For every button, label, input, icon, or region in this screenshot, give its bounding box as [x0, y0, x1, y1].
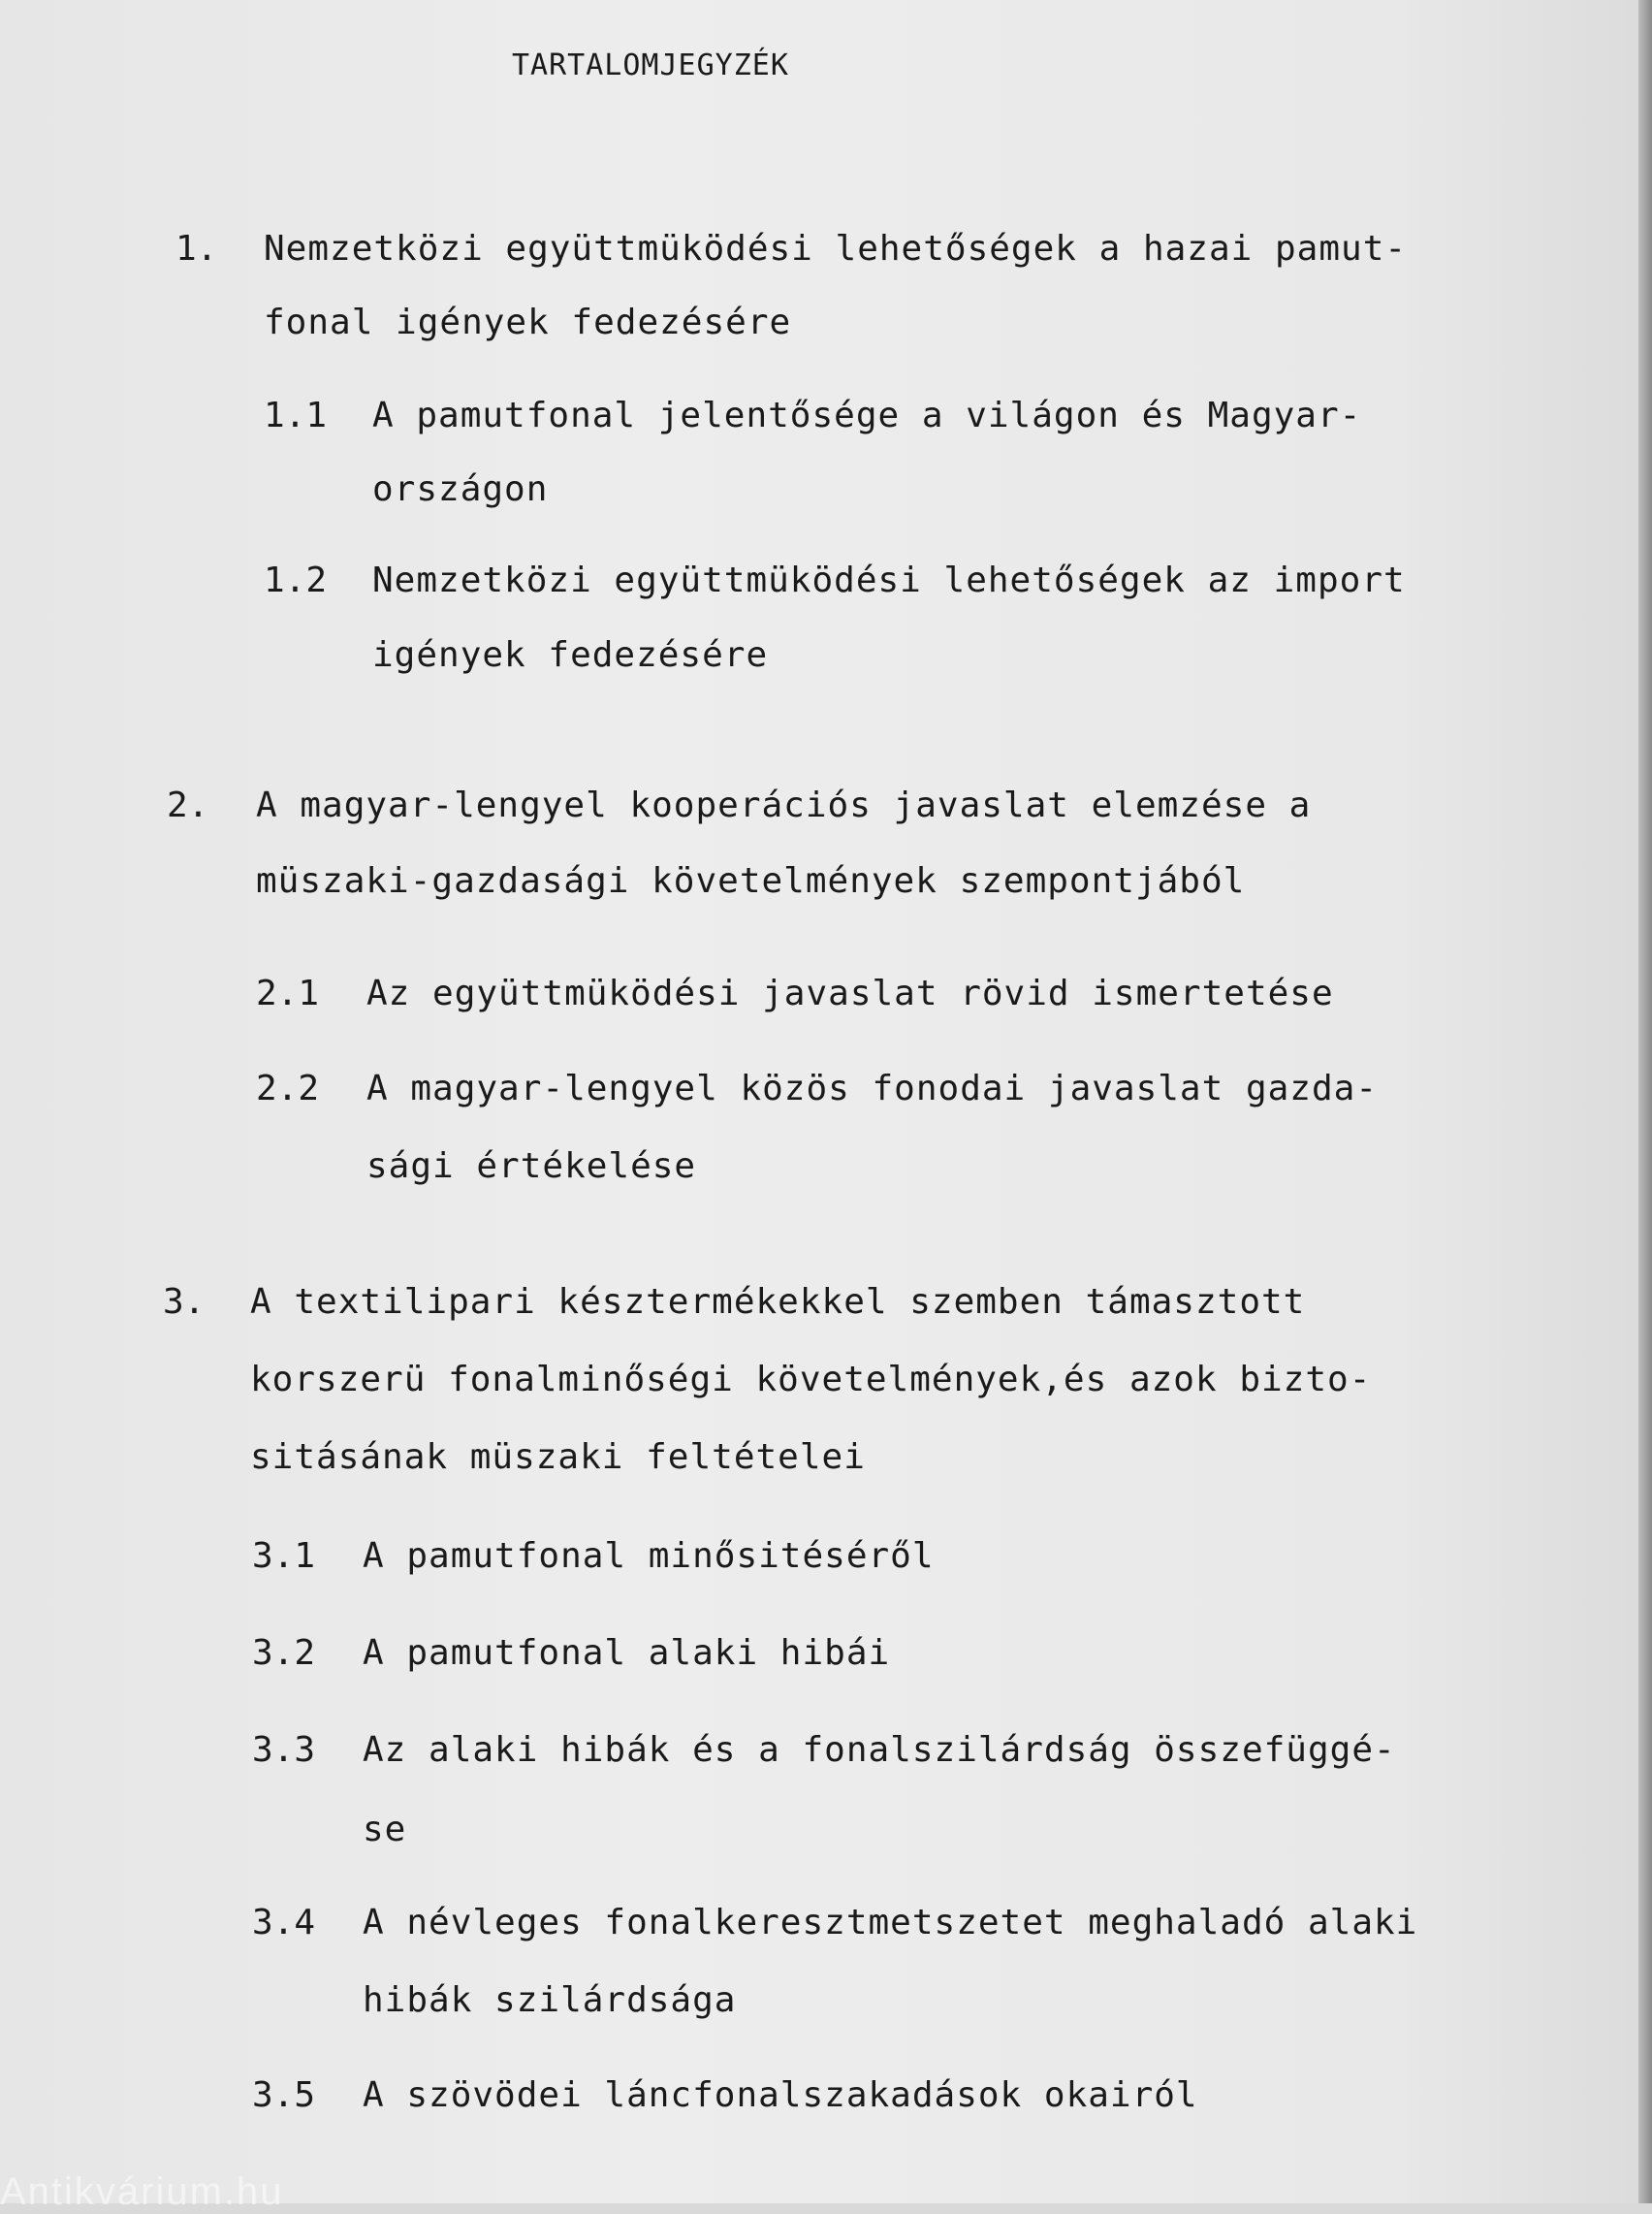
section-2-2-title-line-2: sági értékelése: [366, 1146, 697, 1186]
section-1-1-title-line-2: országon: [372, 469, 549, 509]
section-3-3-title-line-1: Az alaki hibák és a fonalszilárdság összefüggé-: [363, 1730, 1396, 1770]
section-1-2-title-line-1: Nemzetközi együttmüködési lehetőségek az import: [372, 561, 1406, 600]
section-3-4-number: 3.4: [252, 1903, 316, 1942]
section-3-4-title-line-1: A névleges fonalkeresztmetszetet meghaladó alaki: [363, 1903, 1418, 1942]
section-3-3-title-line-2: se: [363, 1810, 407, 1849]
section-1-title-line-2: fonal igények fedezésére: [264, 303, 792, 342]
section-2-title-line-1: A magyar-lengyel kooperációs javaslat elemzése a: [256, 786, 1312, 825]
section-3-title-line-3: sitásának müszaki feltételei: [250, 1437, 866, 1477]
section-1-title-line-1: Nemzetközi együttmüködési lehetőségek a hazai pamut-: [264, 229, 1408, 269]
section-1-1-number: 1.1: [264, 396, 328, 435]
section-3-title-line-1: A textilipari késztermékekkel szemben támasztott: [250, 1282, 1306, 1322]
section-2-2-number: 2.2: [256, 1069, 320, 1108]
section-2-title-line-2: müszaki-gazdasági követelmények szempontjából: [256, 861, 1246, 901]
section-2-number: 2.: [167, 786, 209, 825]
page-edge-shadow: [1638, 0, 1652, 2203]
section-3-3-number: 3.3: [252, 1730, 316, 1770]
page-title: TARTALOMJEGYZÉK: [512, 48, 789, 82]
section-1-2-number: 1.2: [264, 561, 328, 600]
section-1-2-title-line-2: igények fedezésére: [372, 635, 769, 675]
section-3-5-number: 3.5: [252, 2075, 316, 2115]
section-3-1-number: 3.1: [252, 1536, 316, 1576]
section-3-4-title-line-2: hibák szilárdsága: [363, 1980, 737, 2020]
section-1-number: 1.: [175, 229, 218, 269]
section-2-2-title-line-1: A magyar-lengyel közös fonodai javaslat gazda-: [366, 1069, 1378, 1108]
section-3-number: 3.: [163, 1282, 206, 1322]
watermark-text: Antikvárium.hu: [0, 2170, 284, 2213]
section-1-1-title-line-1: A pamutfonal jelentősége a világon és Magyar-: [372, 396, 1362, 435]
section-2-1-number: 2.1: [256, 974, 320, 1013]
section-3-2-number: 3.2: [252, 1633, 316, 1673]
section-3-title-line-2: korszerü fonalminőségi követelmények,és azok bizto-: [250, 1360, 1372, 1399]
section-3-5-title-line-1: A szövödei láncfonalszakadások okairól: [363, 2075, 1198, 2115]
section-2-1-title-line-1: Az együttmüködési javaslat rövid ismertetése: [366, 974, 1334, 1013]
section-3-2-title-line-1: A pamutfonal alaki hibái: [363, 1633, 891, 1673]
section-3-1-title-line-1: A pamutfonal minősitéséről: [363, 1536, 935, 1576]
